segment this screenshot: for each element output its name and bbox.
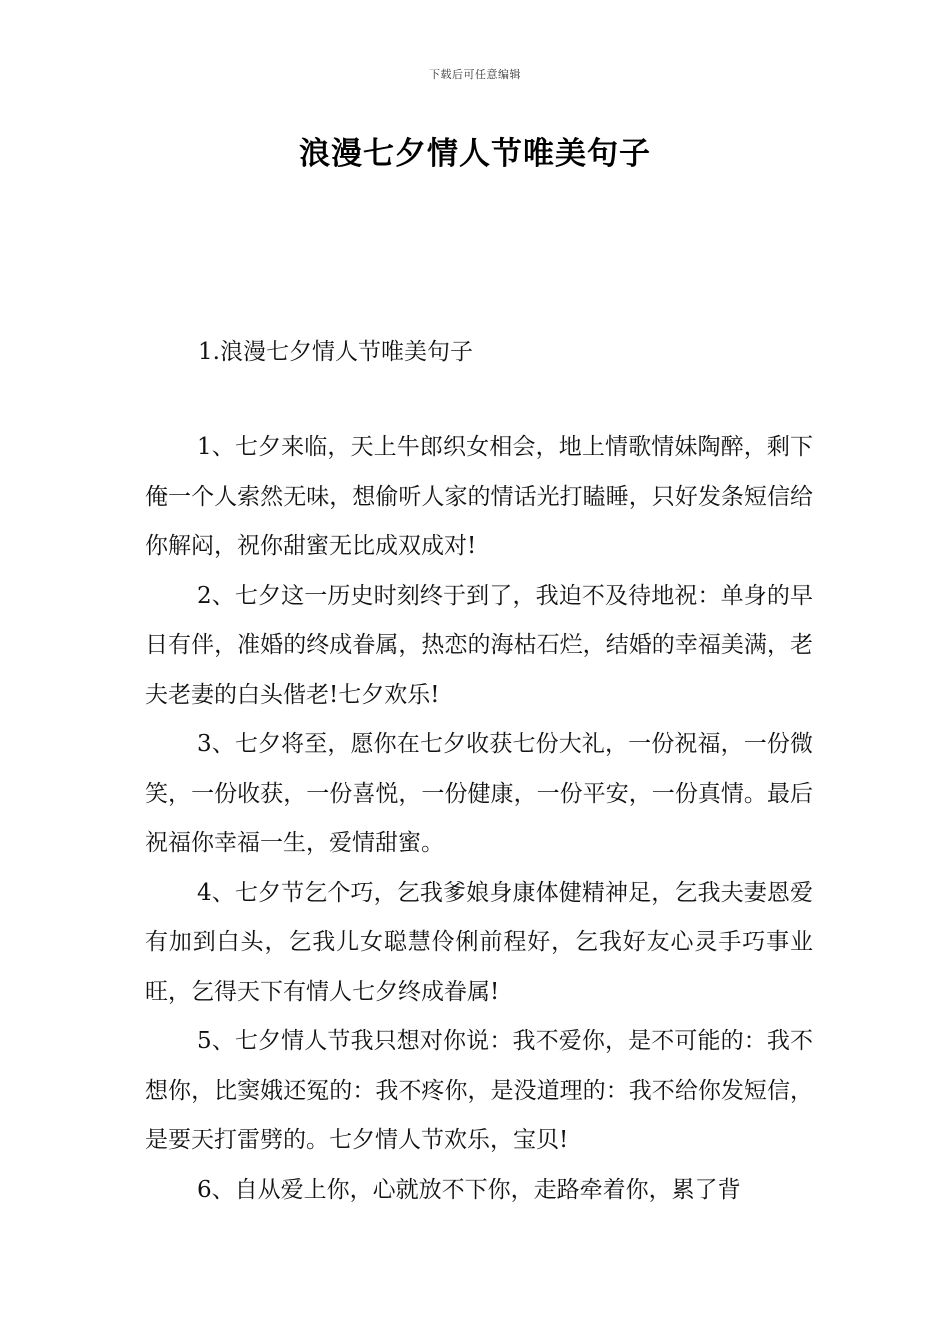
paragraph-3: 3、七夕将至，愿你在七夕收获七份大礼，一份祝福，一份微笑，一份收获，一份喜悦，一份健康，一份平安，一份真情。最后祝福你幸福一生，爱情甜蜜。	[145, 731, 813, 856]
paragraph-5: 5、七夕情人节我只想对你说：我不爱你，是不可能的：我不想你，比窦娥还冤的：我不疼你，是没道理的：我不给你发短信，是要天打雷劈的。七夕情人节欢乐，宝贝!	[145, 1028, 813, 1153]
paragraph-1: 1、七夕来临，天上牛郎织女相会，地上情歌情妹陶醉，剩下俺一个人索然无味，想偷听人家的情话光打瞌睡，只好发条短信给你解闷，祝你甜蜜无比成双成对!	[145, 434, 813, 559]
paragraph-6: 6、自从爱上你，心就放不下你，走路牵着你，累了背	[197, 1176, 741, 1203]
document-body	[145, 423, 813, 1215]
document-title: 浪漫七夕情人节唯美句子	[299, 136, 651, 172]
header-note: 下载后可任意编辑	[429, 68, 521, 81]
paragraph-4: 4、七夕节乞个巧，乞我爹娘身康体健精神足，乞我夫妻恩爱有加到白头，乞我儿女聪慧伶俐前程好，乞我好友心灵手巧事业旺，乞得天下有情人七夕终成眷属!	[145, 879, 813, 1005]
paragraph-2: 2、七夕这一历史时刻终于到了，我迫不及待地祝：单身的早日有伴，准婚的终成眷属，热恋的海枯石烂，结婚的幸福美满，老夫老妻的白头偕老!七夕欢乐!	[145, 582, 813, 708]
section-heading: 1.浪漫七夕情人节唯美句子	[198, 339, 473, 365]
